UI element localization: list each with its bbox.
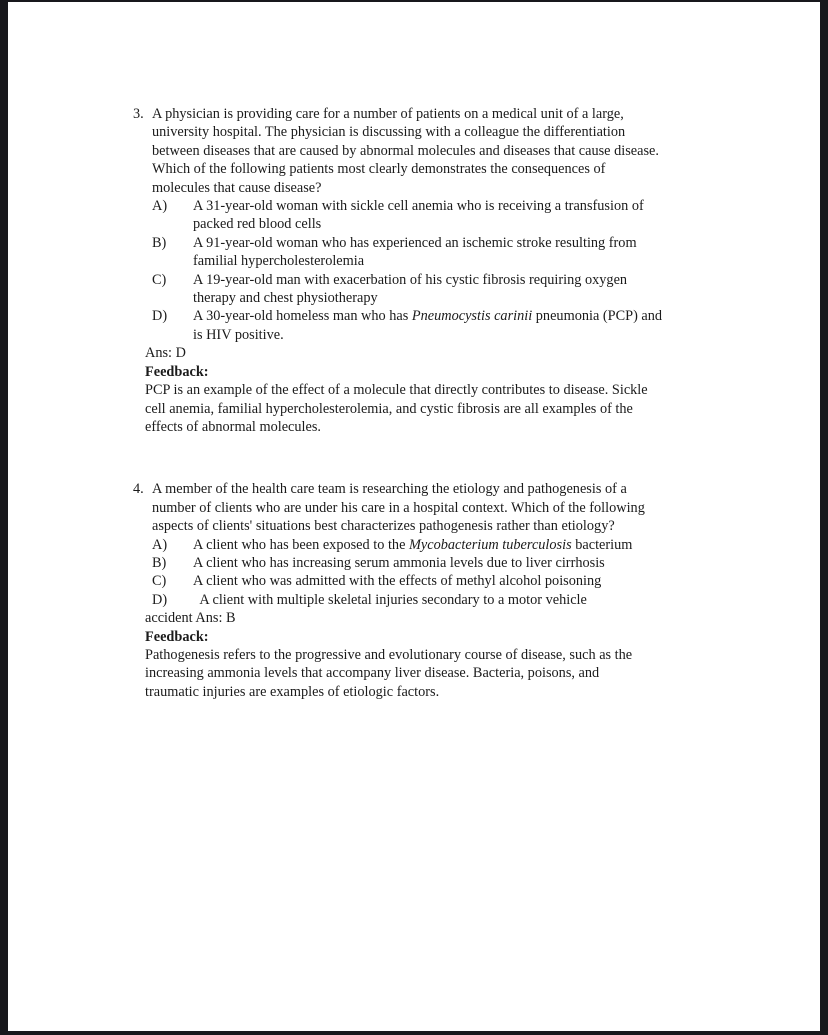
answer-line: Ans: D: [145, 345, 186, 362]
answer-option: [152, 234, 820, 271]
feedback-line: increasing ammonia levels that accompany liver disease. Bacteria, poisons, and: [145, 665, 600, 682]
option-text-line: therapy and chest physiotherapy: [193, 290, 378, 307]
question-4: [8, 480, 820, 701]
option-letter: B): [152, 554, 167, 571]
question-stem-line: Which of the following patients most clearly demonstrates the consequences of: [152, 161, 606, 178]
italic-term: Mycobacterium tuberculosis: [409, 536, 572, 553]
answer-option: [152, 271, 820, 308]
option-letter: C): [152, 271, 167, 288]
option-text-line: is HIV positive.: [193, 326, 284, 343]
option-letter: B): [152, 234, 167, 251]
feedback-label: Feedback:: [145, 363, 209, 380]
option-text-line: A client with multiple skeletal injuries secondary to a motor vehicle: [193, 591, 587, 608]
page-content: [8, 105, 820, 701]
question-stem-line: between diseases that are caused by abnormal molecules and diseases that cause disease.: [152, 142, 659, 159]
answer-option: [152, 554, 820, 572]
feedback-line: Pathogenesis refers to the progressive and evolutionary course of disease, such as the: [145, 646, 633, 663]
answer-option: [152, 572, 820, 590]
option-text: [193, 591, 587, 609]
option-text: [193, 271, 627, 308]
option-text-line: familial hypercholesterolemia: [193, 253, 365, 270]
option-letter: A): [152, 536, 168, 553]
question-stem-line: molecules that cause disease?: [152, 179, 322, 196]
option-text-line: A 30-year-old homeless man who has Pneumocystis carinii pneumonia (PCP) and: [193, 308, 663, 325]
question-number: 3.: [133, 106, 144, 122]
feedback-line: effects of abnormal molecules.: [145, 418, 321, 435]
answer-option: [152, 591, 820, 609]
option-text: [193, 234, 637, 271]
answer-option: [152, 307, 820, 344]
question-stem-line: university hospital. The physician is discussing with a colleague the differentiation: [152, 124, 626, 141]
option-text-line: A 19-year-old man with exacerbation of his cystic fibrosis requiring oxygen: [193, 271, 628, 288]
question-3: [8, 105, 820, 436]
option-text-line: A client who has been exposed to the Mycobacterium tuberculosis bacterium: [193, 536, 633, 553]
option-text-line: A client who was admitted with the effects of methyl alcohol poisoning: [193, 573, 602, 590]
option-text-line: A client who has increasing serum ammonia levels due to liver cirrhosis: [193, 554, 605, 571]
option-text: [193, 307, 662, 344]
option-letter: C): [152, 573, 167, 590]
question-stem-line: A physician is providing care for a number of patients on a medical unit of a large,: [152, 106, 624, 122]
feedback-line: traumatic injuries are examples of etiologic factors.: [145, 683, 440, 700]
option-text: [193, 554, 605, 572]
option-text-line: A 91-year-old woman who has experienced an ischemic stroke resulting from: [193, 234, 637, 251]
question-number: 4.: [133, 481, 144, 498]
option-letter: D): [152, 591, 168, 608]
option-text: [193, 572, 601, 590]
option-text: [193, 536, 632, 554]
option-overflow-answer-line: accident Ans: B: [145, 610, 236, 627]
feedback-label: Feedback:: [145, 628, 209, 645]
option-text-line: A 31-year-old woman with sickle cell anemia who is receiving a transfusion of: [193, 198, 644, 215]
document-page: [8, 2, 820, 1031]
option-letter: A): [152, 198, 168, 215]
feedback-line: cell anemia, familial hypercholesterolemia, and cystic fibrosis are all examples of the: [145, 400, 633, 417]
question-stem-line: A member of the health care team is researching the etiology and pathogenesis of a: [152, 481, 627, 498]
answer-option: [152, 197, 820, 234]
option-text: [193, 197, 644, 234]
option-text-line: packed red blood cells: [193, 216, 322, 233]
option-letter: D): [152, 308, 168, 325]
question-stem-line: number of clients who are under his care in a hospital context. Which of the following: [152, 499, 645, 516]
feedback-line: PCP is an example of the effect of a molecule that directly contributes to disease. Sickle: [145, 382, 648, 399]
italic-term: Pneumocystis carinii: [411, 308, 533, 325]
answer-option: [152, 536, 820, 554]
question-stem-line: aspects of clients' situations best characterizes pathogenesis rather than etiology?: [152, 518, 615, 535]
questions: [8, 105, 820, 701]
